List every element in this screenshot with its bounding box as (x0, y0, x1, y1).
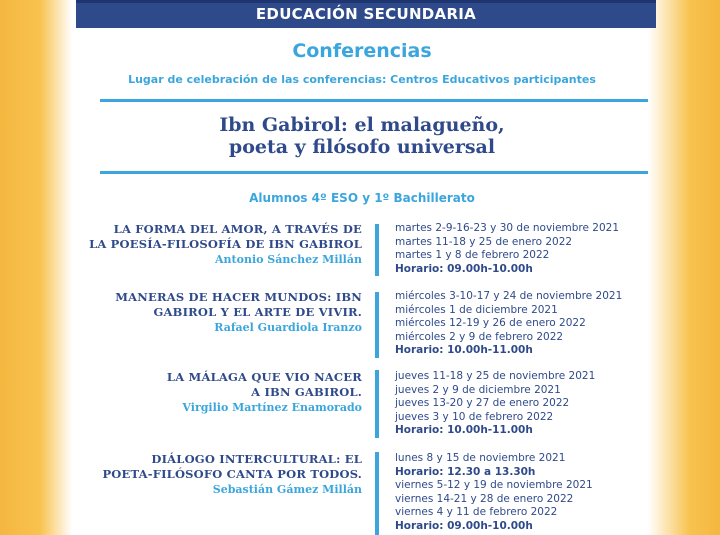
schedule-hours: Horario: 10.00h-11.00h (395, 344, 533, 356)
section-title: Conferencias (292, 40, 432, 62)
talk-speaker: Rafael Guardiola Iranzo (214, 321, 362, 334)
schedule-line: martes 11-18 y 25 de enero 2022 (395, 235, 573, 248)
schedule-line: viernes 14-21 y 28 de enero 2022 (395, 492, 574, 505)
schedule-hours: Horario: 09.00h-10.00h (395, 262, 533, 275)
program-title (72, 114, 652, 158)
talk-info (72, 290, 362, 335)
schedule-line: miércoles 2 y 9 de febrero 2022 (395, 330, 564, 343)
talk-schedule (395, 290, 650, 358)
schedule-line: martes 2-9-16-23 y 30 de noviembre 2021 (395, 222, 620, 234)
schedule-line: viernes 4 y 11 de febrero 2022 (395, 506, 558, 518)
talk-title-line2: A IBN GABIROL. (251, 385, 362, 399)
schedule-line: miércoles 1 de diciembre 2021 (395, 303, 558, 316)
talk-title-line2: LA POESÍA-FILOSOFÍA DE IBN GABIROL (89, 237, 362, 251)
program-title-line1: Ibn Gabirol: el malagueño, (219, 114, 505, 136)
schedule-line: lunes 8 y 15 de noviembre 2021 (395, 452, 566, 464)
document-page (72, 0, 648, 535)
talk-speaker: Sebastián Gámez Millán (212, 483, 362, 496)
talk-title-line1: LA FORMA DEL AMOR, A TRAVÉS DE (113, 222, 362, 236)
schedule-hours: Horario: 09.00h-10.00h (395, 519, 533, 532)
schedule-line: jueves 3 y 10 de febrero 2022 (395, 410, 554, 423)
talk-schedule (395, 222, 650, 276)
schedule-hours: Horario: 12.30 a 13.30h (395, 465, 536, 478)
talk-title-line2: POETA-FILÓSOFO CANTA POR TODOS. (102, 467, 362, 481)
schedule-divider (375, 292, 379, 358)
talk-title-line1: DIÁLOGO INTERCULTURAL: EL (151, 452, 362, 466)
bottom-divider (100, 171, 648, 174)
education-level-label: EDUCACIÓN SECUNDARIA (255, 5, 477, 23)
schedule-hours: Horario: 10.00h-11.00h (395, 424, 533, 436)
education-level-band (76, 0, 656, 28)
talk-schedule (395, 370, 650, 438)
program-title-line2: poeta y filósofo universal (228, 136, 496, 158)
talk-info (72, 452, 362, 497)
talk-schedule (395, 452, 650, 533)
schedule-line: jueves 13-20 y 27 de enero 2022 (395, 397, 570, 409)
talk-title-line1: LA MÁLAGA QUE VIO NACER (166, 370, 362, 384)
schedule-line: jueves 11-18 y 25 de noviembre 2021 (395, 370, 596, 382)
schedule-divider (375, 224, 379, 276)
schedule-line: miércoles 3-10-17 y 24 de noviembre 2021 (395, 290, 623, 302)
top-divider (100, 99, 648, 102)
schedule-divider (375, 370, 379, 438)
talk-title-line2: GABIROL Y EL ARTE DE VIVIR. (153, 305, 362, 319)
schedule-line: viernes 5-12 y 19 de noviembre 2021 (395, 479, 593, 491)
talk-info (72, 370, 362, 415)
talk-info (72, 222, 362, 267)
talk-speaker: Antonio Sánchez Millán (215, 253, 362, 266)
schedule-line: jueves 2 y 9 de diciembre 2021 (395, 383, 561, 396)
schedule-line: martes 1 y 8 de febrero 2022 (395, 249, 550, 261)
venue-note: Lugar de celebración de las conferencias: Centros Educativos participantes (128, 73, 596, 86)
schedule-divider (375, 452, 379, 535)
audience-label: Alumnos 4º ESO y 1º Bachillerato (249, 191, 475, 205)
talk-speaker: Virgilio Martínez Enamorado (182, 401, 362, 414)
schedule-line: miércoles 12-19 y 26 de enero 2022 (395, 317, 586, 329)
talk-title-line1: MANERAS DE HACER MUNDOS: IBN (115, 290, 362, 304)
